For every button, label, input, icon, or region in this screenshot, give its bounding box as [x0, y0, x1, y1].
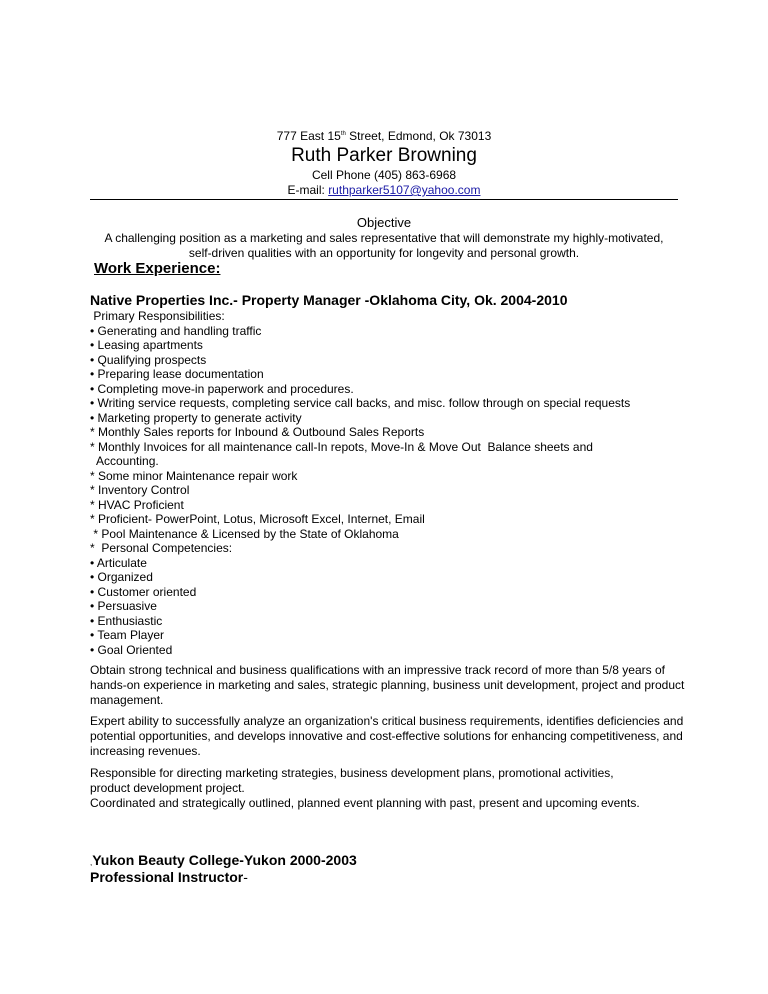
responsibility-item: * HVAC Proficient	[90, 497, 184, 512]
responsibility-item: * Pool Maintenance & Licensed by the State of Oklahoma	[90, 526, 399, 541]
responsibility-item: * Some minor Maintenance repair work	[90, 468, 298, 483]
responsibility-item: • Writing service requests, completing service call backs, and misc. follow through on special requests	[90, 396, 631, 410]
summary-paragraph-3-line-3: Coordinated and strategically outlined, planned event planning with past, present and upcoming events.	[90, 796, 640, 810]
objective-line-1: A challenging position as a marketing and sales representative that will demonstrate my highly-motivated,	[104, 231, 664, 245]
summary-paragraph-1: Obtain strong technical and business qualifications with an impressive track record of more than 5/8 years of hands-on experience in marketing and sales, strategic planning, business unit development, project and product management.	[90, 663, 685, 707]
responsibility-item: • Marketing property to generate activity	[90, 410, 302, 425]
responsibility-item: • Persuasive	[90, 599, 157, 613]
email-line: E-mail: ruthparker5107@yahoo.com	[287, 183, 481, 197]
objective-line-2: self-driven qualities with an opportunity for longevity and personal growth.	[188, 246, 580, 260]
responsibility-item: * Monthly Invoices for all maintenance call-In repots, Move-In & Move Out Balance sheets and	[90, 439, 593, 454]
responsibility-item: • Qualifying prospects	[90, 352, 207, 367]
responsibility-item: • Preparing lease documentation	[90, 367, 264, 381]
responsibility-item: Primary Responsibilities:	[90, 309, 225, 323]
responsibility-item: * Personal Competencies:	[90, 541, 233, 555]
objective-text	[90, 231, 678, 261]
summary-paragraph-2: Expert ability to successfully analyze an organization's critical business requirements, identifies deficiencies and potential opportunities, and develops innovative and cost-effective solutions for enhancing competitiveness, and increasing revenues.	[90, 714, 684, 758]
responsibility-item: • Generating and handling traffic	[90, 323, 262, 338]
responsibility-item: Accounting.	[90, 454, 159, 468]
responsibility-item: • Organized	[90, 570, 153, 584]
job-title-yukon-beauty-college: ,Yukon Beauty College-Yukon 2000-2003	[90, 852, 357, 868]
email-link[interactable]: ruthparker5107@yahoo.com	[328, 183, 481, 197]
responsibility-item: * Monthly Sales reports for Inbound & Outbound Sales Reports	[90, 425, 425, 439]
candidate-name: Ruth Parker Browning	[291, 145, 477, 166]
job-role-instructor: Professional Instructor-	[90, 869, 248, 885]
header-divider	[90, 199, 678, 200]
summary-paragraph-3-line-1: Responsible for directing marketing strategies, business development plans, promotional activities,	[90, 766, 614, 780]
responsibility-item: • Completing move-in paperwork and procedures.	[90, 381, 354, 396]
responsibility-item: • Goal Oriented	[90, 642, 173, 657]
summary-paragraph-3-line-2: product development project.	[90, 781, 245, 795]
responsibility-item: • Enthusiastic	[90, 613, 163, 628]
objective-title: Objective	[356, 215, 412, 230]
cell-phone: Cell Phone (405) 863-6968	[311, 168, 457, 182]
responsibility-item: * Inventory Control	[90, 483, 190, 497]
responsibility-item: * Proficient- PowerPoint, Lotus, Microsoft Excel, Internet, Email	[90, 512, 425, 526]
work-experience-heading: Work Experience:	[94, 260, 221, 277]
responsibility-item: • Leasing apartments	[90, 338, 203, 352]
responsibility-item: • Articulate	[90, 555, 147, 570]
address-line: 777 East 15th Street, Edmond, Ok 73013	[276, 129, 492, 143]
summary-paragraph-3	[90, 766, 700, 811]
responsibilities-list	[90, 309, 630, 657]
responsibility-item: • Team Player	[90, 628, 165, 642]
responsibility-item: • Customer oriented	[90, 584, 197, 599]
job-title-native-properties: Native Properties Inc.- Property Manager -Oklahoma City, Ok. 2004-2010	[90, 292, 568, 308]
